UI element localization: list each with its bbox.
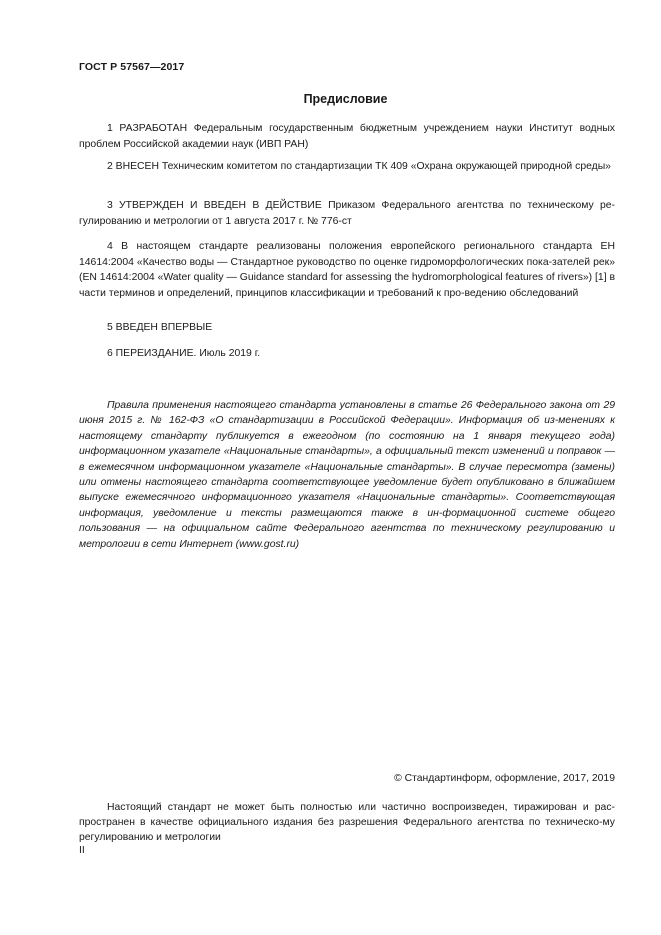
paragraph-2: 2 ВНЕСЕН Техническим комитетом по стандартизации ТК 409 «Охрана окружающей природной среды» — [107, 161, 611, 172]
paragraph-6: 6 ПЕРЕИЗДАНИЕ. Июль 2019 г. — [107, 348, 261, 359]
paragraph-5: 5 ВВЕДЕН ВПЕРВЫЕ — [107, 322, 213, 333]
paragraph-4: 4 В настоящем стандарте реализованы положения европейского регионального стандарта ЕН 14614:2004 «Качество воды — Стандартное руководство по оценке гидроморфологических пока-зателей рек» (EN 14614:2004 «Water quality — Guidance standard for assessing the hydromorphological features of rivers») [1] в части терминов и определений, принципов классификации и требований к про-ведению обследований — [79, 241, 615, 299]
paragraph-3: 3 УТВЕРЖДЕН И ВВЕДЕН В ДЕЙСТВИЕ Приказом Федерального агентства по техническому ре-гулированию и метрологии от 1 августа 2017 г. № 776-ст — [79, 200, 615, 227]
copyright-line: © Стандартинформ, оформление, 2017, 2019 — [394, 773, 615, 784]
document-number: ГОСТ Р 57567—2017 — [79, 61, 185, 73]
paragraph-1: 1 РАЗРАБОТАН Федеральным государственным бюджетным учреждением науки Институт водных проблем Российской академии наук (ИВП РАН) — [79, 123, 615, 150]
page-title: Предисловие — [303, 92, 388, 106]
reproduction-notice: Настоящий стандарт не может быть полностью или частично воспроизведен, тиражирован и рас-пространен в качестве официального издания без разрешения Федерального агентства по техническо-му регулированию и метрологии — [79, 802, 615, 843]
application-rules-notice: Правила применения настоящего стандарта установлены в статье 26 Федерального закона от 29 июня 2015 г. № 162-ФЗ «О стандартизации в Российской Федерации». Информация об из-менениях к настоящему стандарту публикуется в ежегодном (по состоянию на 1 января текущего года) информационном указателе «Национальные стандарты», а официальный текст изменений и поправок — в ежемесячном информационном указателе «Национальные стандарты». В случае пересмотра (замены) или отмены настоящего стандарта соответствующее уведомление будет опубликовано в ближайшем выпуске ежемесячного информационного указателя «Национальные стандарты». Соответствующая информация, уведомление и тексты размещаются также в ин-формационной системе общего пользования — на официальном сайте Федерального агентства по техническому регулированию и метрологии в сети Интернет (www.gost.ru) — [79, 400, 615, 550]
page-number: II — [79, 845, 85, 856]
